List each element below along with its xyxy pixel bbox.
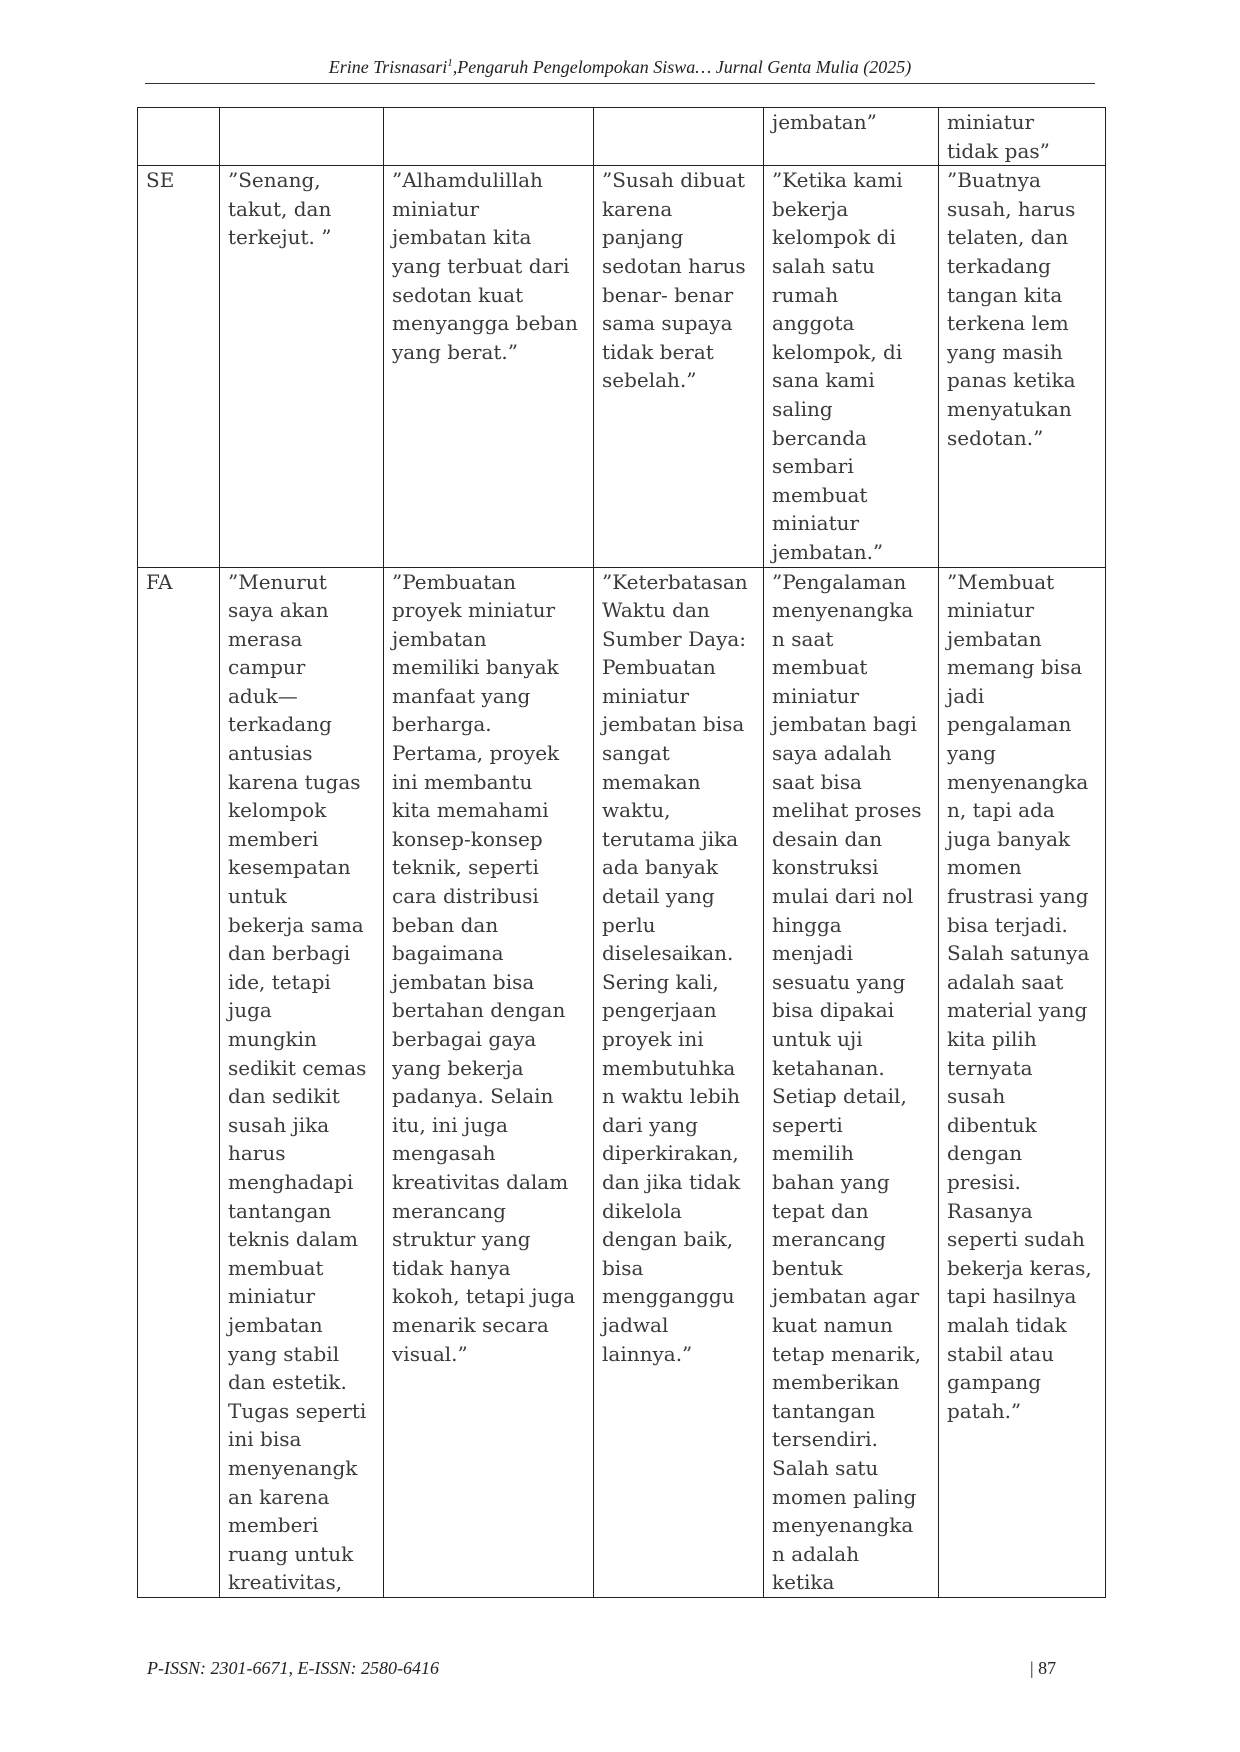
header-title-journal: ,Pengaruh Pengelompokan Siswa… Jurnal Genta Mulia (2025) — [452, 57, 912, 77]
table-cell: ”Membuat miniatur jembatan memang bisa jadi pengalaman yang menyenangka n, tapi ada juga banyak momen frustrasi yang bisa terjadi. Salah satunya adalah saat material yang kita pilih ternyata susah dibentuk dengan presisi. Rasanya seperti sudah bekerja keras, tapi hasilnya malah tidak stabil atau gampang patah.” — [939, 567, 1106, 1597]
table-cell — [384, 108, 594, 166]
response-table — [137, 107, 1106, 1598]
table-cell: ”Pembuatan proyek miniatur jembatan memiliki banyak manfaat yang berharga. Pertama, proyek ini membantu kita memahami konsep-konsep teknik, seperti cara distribusi beban dan bagaimana jembatan bisa bertahan dengan berbagai gaya yang bekerja padanya. Selain itu, ini juga mengasah kreativitas dalam merancang struktur yang tidak hanya kokoh, tetapi juga menarik secara visual.” — [384, 567, 594, 1597]
table-row-fa — [138, 567, 1106, 1597]
table-cell: ”Ketika kami bekerja kelompok di salah satu rumah anggota kelompok, di sana kami saling bercanda sembari membuat miniatur jembatan.” — [764, 166, 939, 567]
footer-issn: P-ISSN: 2301-6671, E-ISSN: 2580-6416 — [147, 1658, 439, 1678]
table-cell: ”Alhamdulillah miniatur jembatan kita yang terbuat dari sedotan kuat menyangga beban yang berat.” — [384, 166, 594, 567]
table-row-se — [138, 166, 1106, 567]
table-row-continuation — [138, 108, 1106, 166]
running-header — [145, 56, 1095, 84]
table-cell: jembatan” — [764, 108, 939, 166]
page-number: | 87 — [1030, 1658, 1057, 1678]
table-cell — [220, 108, 384, 166]
table-cell — [594, 108, 764, 166]
table-cell: miniatur tidak pas” — [939, 108, 1106, 166]
table-cell: ”Menurut saya akan merasa campur aduk— terkadang antusias karena tugas kelompok memberi kesempatan untuk bekerja sama dan berbagi ide, tetapi juga mungkin sedikit cemas dan sedikit susah jika harus menghadapi tantangan teknis dalam membuat miniatur jembatan yang stabil dan estetik. Tugas seperti ini bisa menyenangk an karena memberi ruang untuk kreativitas, — [220, 567, 384, 1597]
response-table-wrapper — [137, 107, 1105, 1598]
header-author-superscript: 1 — [447, 57, 453, 69]
table-cell: ”Keterbatasan Waktu dan Sumber Daya: Pembuatan miniatur jembatan bisa sangat memakan waktu, terutama jika ada banyak detail yang perlu diselesaikan. Sering kali, pengerjaan proyek ini membutuhka n waktu lebih dari yang diperkirakan, dan jika tidak dikelola dengan baik, bisa mengganggu jadwal lainnya.” — [594, 567, 764, 1597]
table-cell: ”Senang, takut, dan terkejut. ” — [220, 166, 384, 567]
table-cell — [138, 108, 220, 166]
respondent-code-cell: FA — [138, 567, 220, 1597]
respondent-code-cell: SE — [138, 166, 220, 567]
table-cell: ”Susah dibuat karena panjang sedotan harus benar- benar sama supaya tidak berat sebelah.” — [594, 166, 764, 567]
header-author: Erine Trisnasari — [328, 57, 448, 77]
table-cell: ”Buatnya susah, harus telaten, dan terkadang tangan kita terkena lem yang masih panas ketika menyatukan sedotan.” — [939, 166, 1106, 567]
table-cell: ”Pengalaman menyenangka n saat membuat miniatur jembatan bagi saya adalah saat bisa melihat proses desain dan konstruksi mulai dari nol hingga menjadi sesuatu yang bisa dipakai untuk uji ketahanan. Setiap detail, seperti memilih bahan yang tepat dan merancang bentuk jembatan agar kuat namun tetap menarik, memberikan tantangan tersendiri. Salah satu momen paling menyenangka n adalah ketika — [764, 567, 939, 1597]
